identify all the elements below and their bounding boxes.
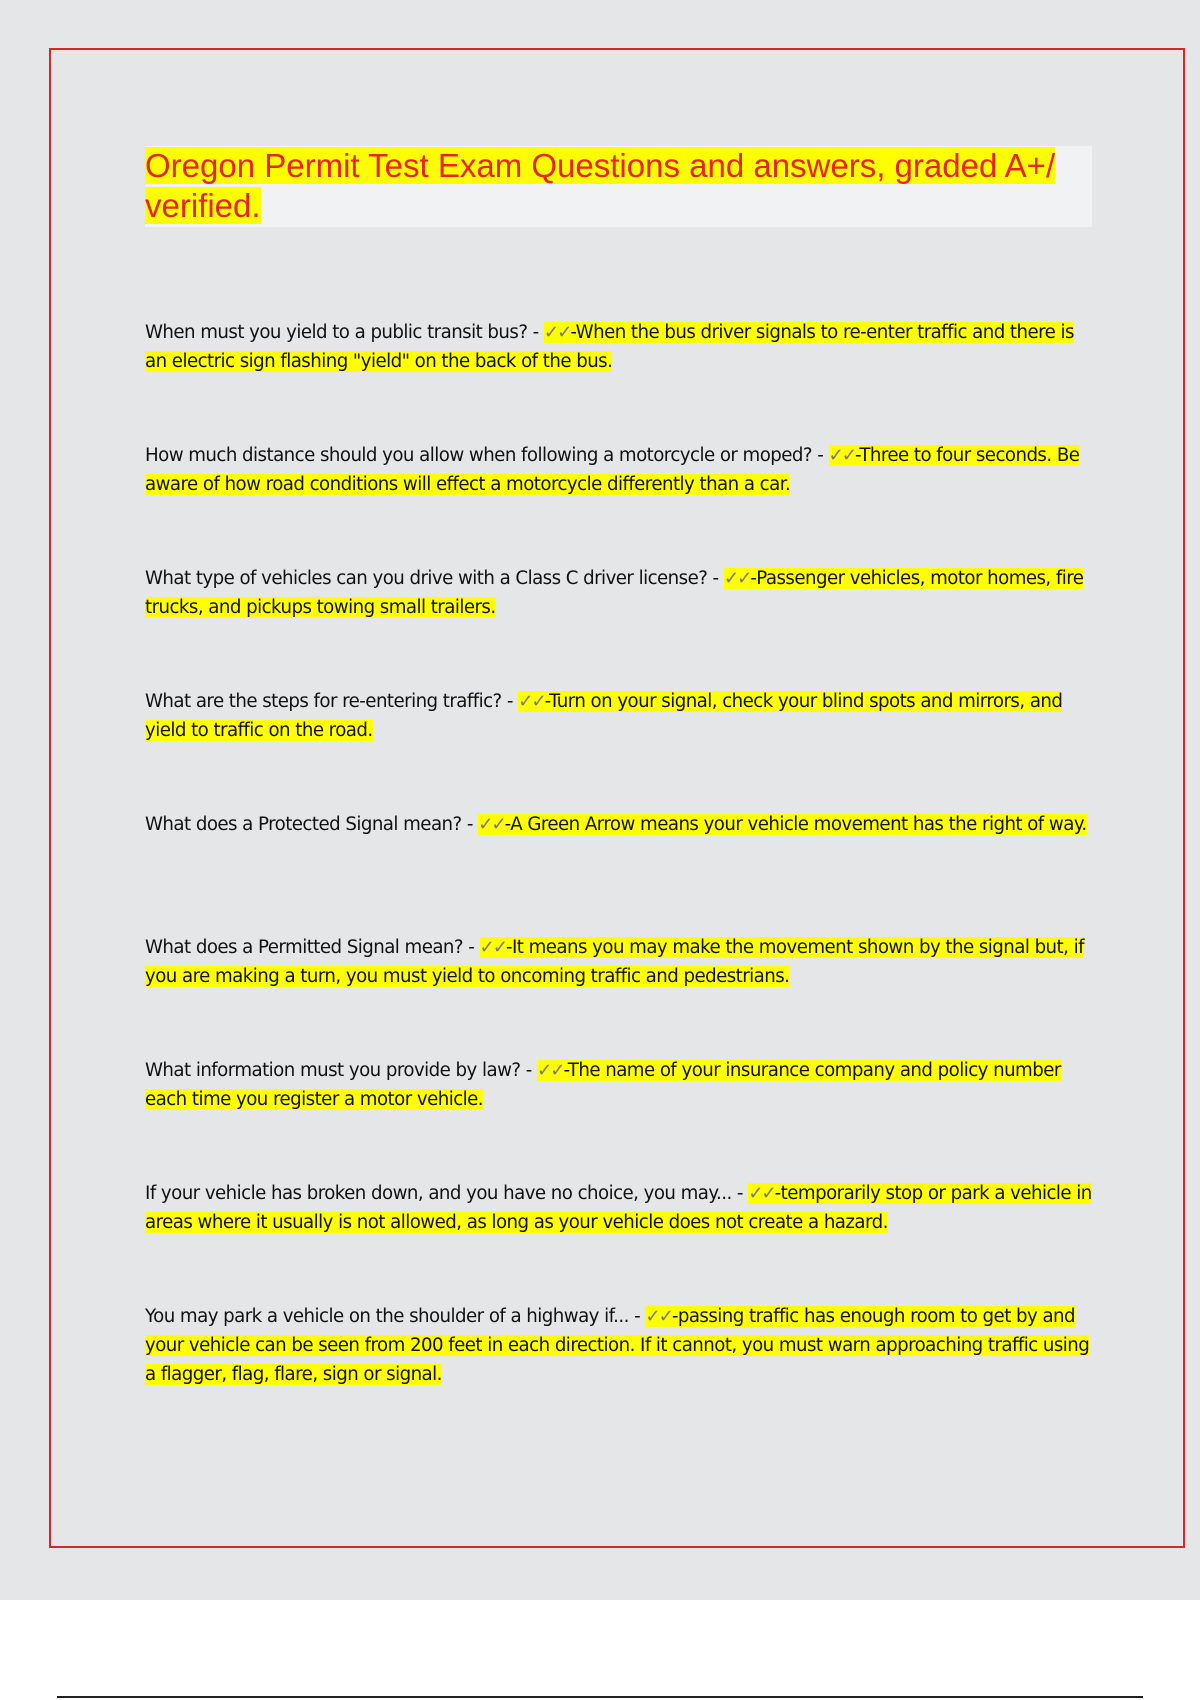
question-text: What does a Protected Signal mean? bbox=[145, 814, 462, 835]
double-check-icon: ✓✓ bbox=[723, 568, 751, 589]
question-text: What information must you provide by law? bbox=[145, 1060, 521, 1081]
double-check-icon: ✓✓ bbox=[748, 1183, 775, 1204]
qa-item: When must you yield to a public transit bus? - ✓✓-When the bus driver signals to re-enter traffic and there is an electric sign flashing "yield" on the back of the bus. bbox=[145, 322, 1074, 372]
qa-item: You may park a vehicle on the shoulder of a highway if... - ✓✓-passing traffic has enough room to get by and your vehicle can be seen from 200 feet in each direction. If it cannot, you must warn approaching traffic using a flagger, flag, flare, sign or signal. bbox=[145, 1306, 1090, 1385]
answer-highlight bbox=[478, 814, 1087, 835]
question-text: You may park a vehicle on the shoulder of a highway if... bbox=[145, 1306, 629, 1327]
qa-item: What information must you provide by law? - ✓✓-The name of your insurance company and policy number each time you register a motor vehicle. bbox=[145, 1060, 1061, 1110]
answer-text: -A Green Arrow means your vehicle movement has the right of way. bbox=[504, 814, 1087, 835]
answer-text: -Turn on your signal, check your blind spots and mirrors, and yield to traffic on the road. bbox=[145, 691, 1063, 741]
question-text: How much distance should you allow when following a motorcycle or moped? bbox=[145, 445, 813, 466]
answer-text: -Three to four seconds. Be aware of how road conditions will effect a motorcycle differently than a car. bbox=[145, 445, 1080, 495]
question-text: What does a Permitted Signal mean? bbox=[145, 937, 464, 958]
document-title bbox=[145, 146, 1092, 226]
qa-list bbox=[145, 318, 1095, 1425]
question-text: What are the steps for re-entering traffic? bbox=[145, 691, 502, 712]
answer-text: -temporarily stop or park a vehicle in areas where it usually is not allowed, as long as your vehicle does not create a hazard. bbox=[145, 1183, 1092, 1233]
question-text: When must you yield to a public transit bus? bbox=[145, 322, 528, 343]
answer-text: -When the bus driver signals to re-enter traffic and there is an electric sign flashing "yield" on the back of the bus. bbox=[145, 322, 1074, 372]
qa-item: If your vehicle has broken down, and you have no choice, you may... - ✓✓-temporarily stop or park a vehicle in areas where it usually is not allowed, as long as your vehicle does not create a hazard. bbox=[145, 1183, 1092, 1233]
answer-text: -The name of your insurance company and policy number each time you register a motor vehicle. bbox=[145, 1060, 1061, 1110]
question-text: If your vehicle has broken down, and you have no choice, you may... bbox=[145, 1183, 732, 1204]
double-check-icon: ✓✓ bbox=[543, 322, 571, 343]
double-check-icon: ✓✓ bbox=[479, 937, 506, 958]
title-box bbox=[145, 146, 1092, 227]
qa-item: What does a Permitted Signal mean? - ✓✓-It means you may make the movement shown by the signal but, if you are making a turn, you must yield to oncoming traffic and pedestrians. bbox=[145, 937, 1084, 987]
double-check-icon: ✓✓ bbox=[828, 445, 855, 466]
qa-item: How much distance should you allow when following a motorcycle or moped? - ✓✓-Three to four seconds. Be aware of how road conditions will effect a motorcycle differently than a car. bbox=[145, 445, 1080, 495]
document-title-text: Oregon Permit Test Exam Questions and answers, graded A+/ verified. bbox=[145, 147, 1056, 224]
qa-item: What type of vehicles can you drive with a Class C driver license? - ✓✓-Passenger vehicles, motor homes, fire trucks, and pickups towing small trailers. bbox=[145, 568, 1084, 618]
answer-text: -Passenger vehicles, motor homes, fire trucks, and pickups towing small trailers. bbox=[145, 568, 1084, 618]
question-text: What type of vehicles can you drive with a Class C driver license? bbox=[145, 568, 708, 589]
double-check-icon: ✓✓ bbox=[518, 691, 545, 712]
double-check-icon: ✓✓ bbox=[536, 1060, 564, 1081]
double-check-icon: ✓✓ bbox=[478, 814, 505, 835]
footer-divider bbox=[57, 1696, 1143, 1698]
double-check-icon: ✓✓ bbox=[645, 1306, 672, 1327]
qa-item: What are the steps for re-entering traffic? - ✓✓-Turn on your signal, check your blind spots and mirrors, and yield to traffic on the road. bbox=[145, 691, 1063, 741]
answer-text: -passing traffic has enough room to get by and your vehicle can be seen from 200 feet in each direction. If it cannot, you must warn approaching traffic using a flagger, flag, flare, sign or signal. bbox=[145, 1306, 1090, 1385]
qa-item: What does a Protected Signal mean? - ✓✓-A Green Arrow means your vehicle movement has the right of way. bbox=[145, 814, 1087, 835]
answer-text: -It means you may make the movement shown by the signal but, if you are making a turn, you must yield to oncoming traffic and pedestrians. bbox=[145, 937, 1084, 987]
